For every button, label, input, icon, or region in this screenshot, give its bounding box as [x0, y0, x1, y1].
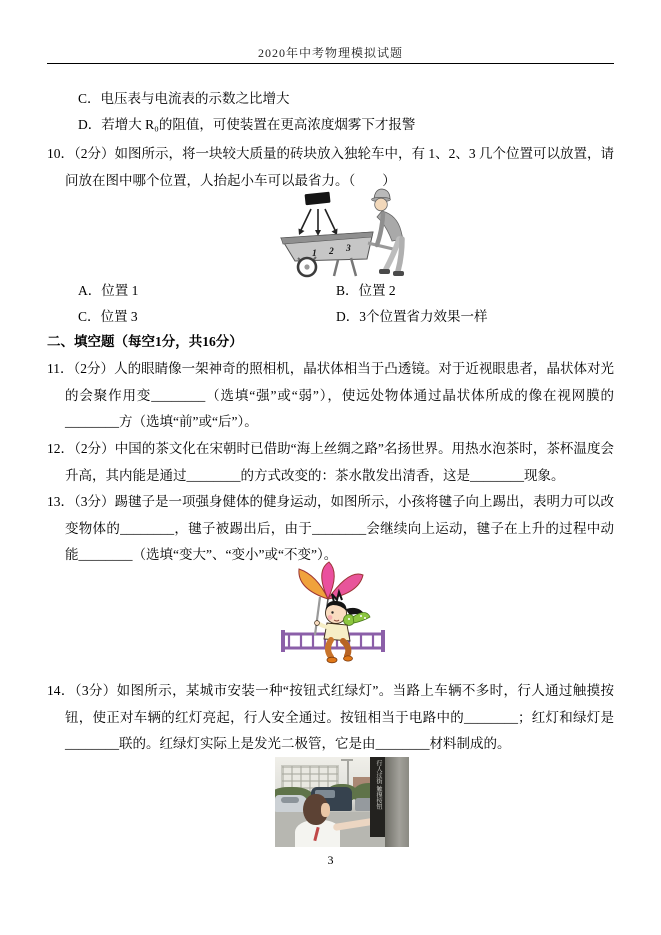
child-figure	[315, 592, 370, 663]
page-number: 3	[327, 853, 334, 867]
question-10-text: 10．（2分）如图所示，将一块较大质量的砖块放入独轮车中，有 1、2、3 几个位置可以放置，请问放在图中哪个位置，人抬起小车可以最省力。（ ）	[47, 146, 614, 188]
position-label-1: 1	[312, 249, 317, 259]
option-d: D．3个位置省力效果一样	[336, 309, 488, 324]
question-13-text: 13．（3分）踢毽子是一项强身健体的健身运动，如图所示，小孩将毽子向上踢出，表明力可以改变物体的________，毽子被踢出后，由于________会继续向上运动，毽子在上升的过程中动能________（选填“变大”、“变小”或“不变”）。	[47, 494, 614, 562]
position-label-3: 3	[346, 244, 351, 254]
question-14-text: 14．（3分）如图所示，某城市安装一种“按钮式红绿灯”。当路上车辆不多时，行人通过触摸按钮，使正对车辆的红灯亮起，行人安全通过。按钮相当于电路中的________；红灯和绿灯是________联的。红绿灯实际上是发光二极管，它是由________材料制成的。	[47, 683, 614, 751]
touch-button-traffic-light-photo	[275, 757, 409, 847]
question-12-text: 12．（2分）中国的茶文化在宋朝时已借助“海上丝绸之路”名扬世界。用热水泡茶时，茶杯温度会升高，其内能是通过________的方式改变的：茶水散发出清香，这是________现象。	[47, 441, 614, 483]
position-arrows-icon	[299, 209, 338, 236]
worker-figure	[372, 189, 405, 276]
shuttlecock-kicking-figure	[279, 561, 397, 668]
prev-question-option-d: D．若增大 R₀的阻值，可使装置在更高浓度烟雾下才报警	[78, 117, 416, 132]
car-left-window	[281, 797, 299, 803]
touch-button-sign	[370, 757, 385, 837]
option-c: C．位置 3	[78, 309, 138, 324]
street-lamp-arm	[341, 759, 353, 761]
signal-pole	[385, 757, 409, 847]
prev-question-option-c: C．电压表与电流表的示数之比增大	[78, 91, 290, 106]
wheelbarrow-figure	[278, 188, 411, 278]
brick-icon	[305, 192, 331, 206]
wheelbarrow-body	[281, 232, 393, 276]
question-11-text: 11．（2分）人的眼睛像一架神奇的照相机，晶状体相当于凸透镜。对于近视眼患者，晶状体对光的会聚作用变________（选填“强”或“弱”），使远处物体通过晶状体所成的像在视网膜的________方（选填“前”或“后”）。	[47, 361, 614, 429]
option-a: A．位置 1	[78, 283, 139, 298]
sign-vertical-text: 行人过街 触摸按钮	[375, 760, 381, 810]
page-header-title: 2020年中考物理模拟试题	[257, 46, 403, 60]
question-10-options	[47, 278, 614, 330]
position-label-2: 2	[329, 247, 334, 257]
section-2-title: 二、填空题（每空1分，共16分）	[47, 334, 243, 349]
shuttlecock-icon	[299, 562, 363, 606]
header-rule	[47, 63, 614, 64]
option-b: B．位置 2	[336, 283, 396, 298]
pedestrian-face	[321, 803, 330, 817]
